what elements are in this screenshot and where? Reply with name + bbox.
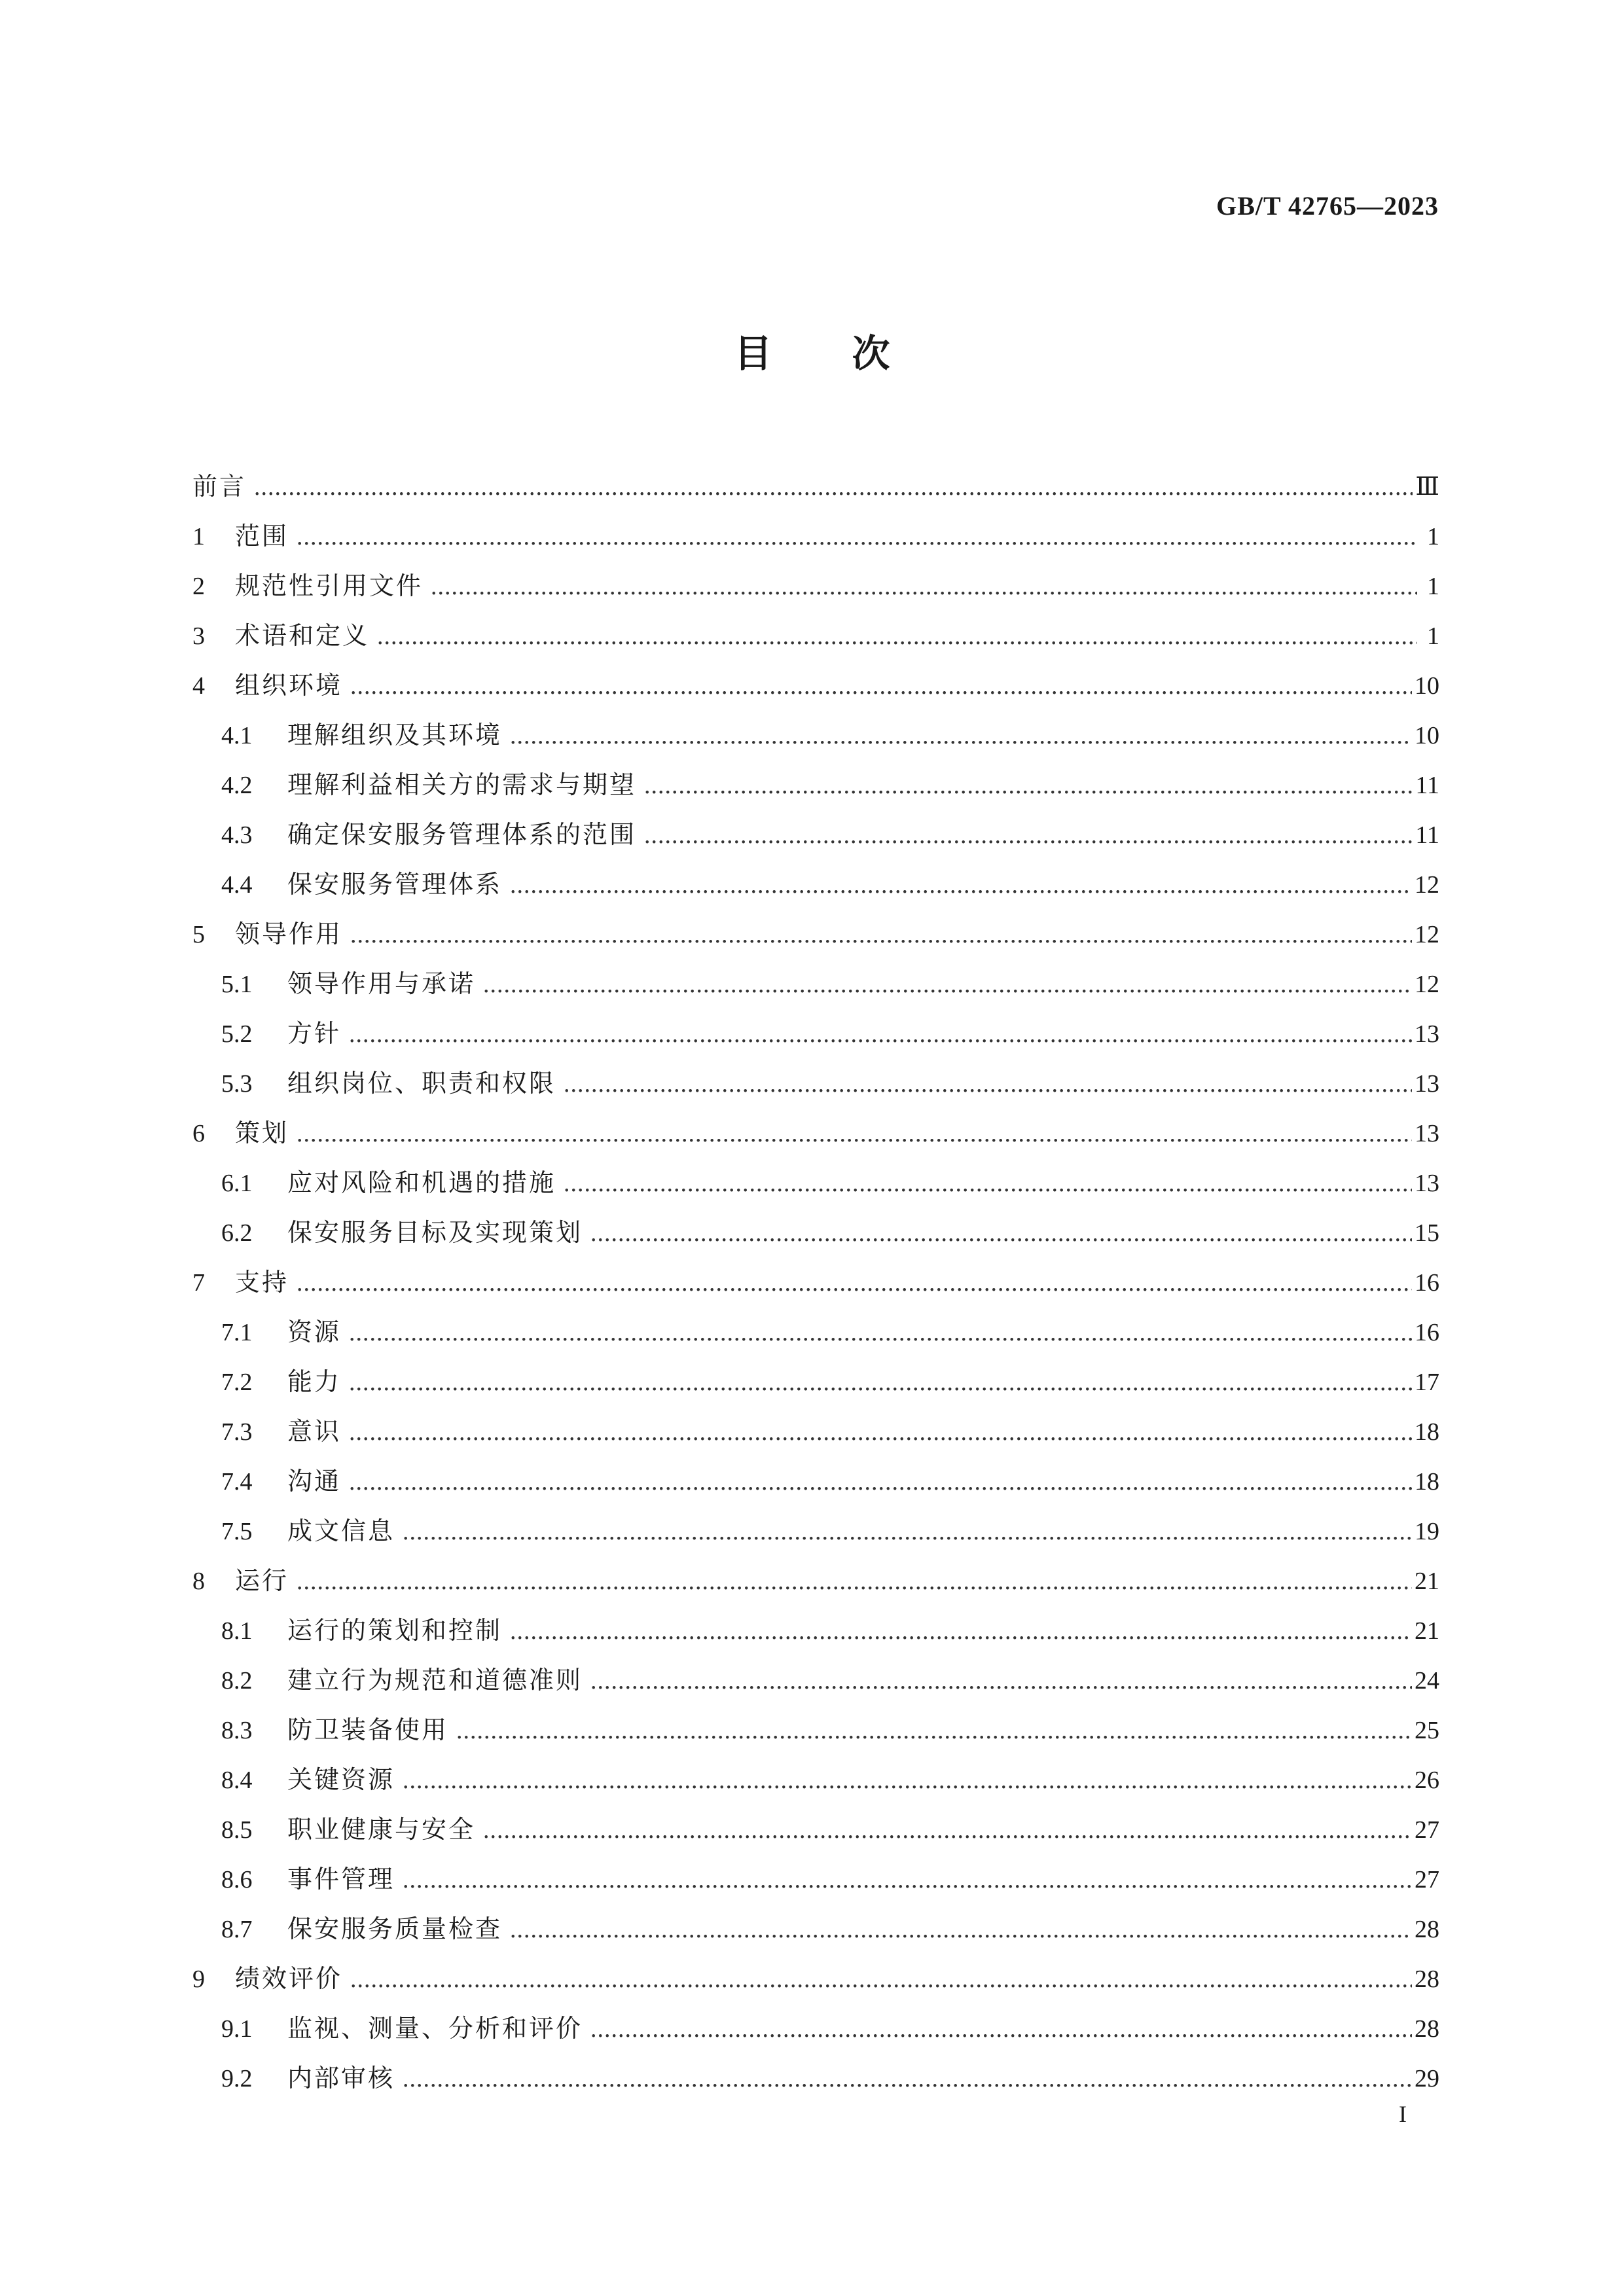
toc-entry[interactable] — [192, 859, 1439, 909]
toc-entry-label: 监视、测量、分析和评价 — [287, 2014, 583, 2043]
toc-entry-label: 事件管理 — [287, 1865, 395, 1893]
toc-entry-label: 领导作用与承诺 — [287, 969, 476, 998]
toc-entry-page: 18 — [1415, 1418, 1439, 1446]
toc-entry-number: 8.7 — [221, 1916, 253, 1943]
toc-entry-label: 内部审核 — [287, 2064, 395, 2092]
toc-entry-page: 19 — [1415, 1518, 1439, 1545]
toc-entry[interactable] — [192, 1357, 1439, 1407]
dot-leader — [644, 761, 1413, 810]
toc-entry-label: 保安服务目标及实现策划 — [287, 1218, 583, 1247]
dot-leader — [483, 1805, 1412, 1855]
toc-entry-page: 21 — [1415, 1568, 1439, 1595]
toc-entry-number: 7.4 — [221, 1468, 253, 1496]
toc-entry-label: 确定保安服务管理体系的范围 — [287, 820, 637, 849]
toc-entry-label: 运行的策划和控制 — [287, 1616, 503, 1645]
toc-entry[interactable] — [192, 1257, 1439, 1307]
toc-entry-label: 应对风险和机遇的措施 — [287, 1168, 556, 1197]
toc-entry-page: 1 — [1427, 573, 1439, 600]
dot-leader — [456, 1706, 1412, 1755]
toc-entry-label: 方针 — [287, 1019, 342, 1048]
toc-entry-label: 沟通 — [287, 1467, 342, 1496]
toc-entry-number: 5 — [192, 921, 205, 948]
toc-entry-page: 25 — [1415, 1717, 1439, 1744]
toc-entry-number: 8 — [192, 1568, 205, 1595]
toc-entry-number: 7.2 — [221, 1369, 253, 1396]
toc-entry[interactable] — [192, 461, 1439, 511]
toc-entry-number: 7.1 — [221, 1319, 253, 1346]
toc-entry-label: 规范性引用文件 — [235, 571, 424, 600]
toc-title-char-1: 目 — [734, 331, 772, 376]
toc-entry-number: 8.2 — [221, 1667, 253, 1695]
toc-entry[interactable] — [192, 1108, 1439, 1158]
toc-entry[interactable] — [192, 1009, 1439, 1058]
toc-entry-page: 27 — [1415, 1866, 1439, 1893]
toc-entry-page: 29 — [1415, 2065, 1439, 2092]
dot-leader — [349, 1308, 1412, 1357]
toc-entry-page: 13 — [1415, 1170, 1439, 1197]
toc-entry-page: 16 — [1415, 1319, 1439, 1346]
toc-entry[interactable] — [192, 909, 1439, 959]
dot-leader — [644, 810, 1413, 860]
toc-entry-page: 12 — [1415, 921, 1439, 948]
toc-entry-page: 10 — [1415, 672, 1439, 700]
toc-entry-number: 3 — [192, 622, 205, 650]
toc-entry-label: 支持 — [235, 1268, 289, 1297]
dot-leader — [510, 711, 1412, 761]
dot-leader — [564, 1158, 1412, 1208]
toc-title — [0, 327, 1624, 380]
toc-entry-number: 6.1 — [221, 1170, 253, 1197]
toc-entry-page: 28 — [1415, 2015, 1439, 2043]
dot-leader — [254, 462, 1413, 512]
toc-entry-page: 11 — [1415, 821, 1439, 849]
toc-entry-label: 建立行为规范和道德准则 — [287, 1666, 583, 1695]
toc-entry[interactable] — [192, 1506, 1439, 1556]
toc-entry-number: 7.3 — [221, 1418, 253, 1446]
toc-entry[interactable] — [192, 810, 1439, 859]
toc-entry-page: 12 — [1415, 871, 1439, 899]
toc-entry[interactable] — [192, 2003, 1439, 2053]
dot-leader — [403, 1755, 1412, 1805]
toc-entry-page: 10 — [1415, 722, 1439, 749]
toc-entry[interactable] — [192, 511, 1439, 561]
toc-entry-page: 15 — [1415, 1219, 1439, 1247]
toc-entry-number: 5.2 — [221, 1020, 253, 1048]
toc-entry-label: 策划 — [235, 1119, 289, 1147]
toc-entry-label: 职业健康与安全 — [287, 1815, 476, 1844]
toc-entry-number: 4.2 — [221, 772, 253, 799]
toc-entry-number: 8.5 — [221, 1816, 253, 1844]
toc-entry-page: 21 — [1415, 1617, 1439, 1645]
toc-entry-label: 绩效评价 — [235, 1964, 343, 1993]
dot-leader — [403, 1507, 1412, 1556]
toc-entry-page: 28 — [1415, 1916, 1439, 1943]
toc-entry-number: 8.3 — [221, 1717, 253, 1744]
dot-leader — [350, 661, 1412, 711]
toc-entry-number: 5.1 — [221, 971, 253, 998]
toc-entry[interactable] — [192, 1755, 1439, 1804]
toc-entry-page: 1 — [1427, 622, 1439, 650]
toc-entry[interactable] — [192, 660, 1439, 710]
toc-entry[interactable] — [192, 1705, 1439, 1755]
dot-leader — [349, 1407, 1412, 1457]
toc-entry-number: 9.2 — [221, 2065, 253, 2092]
toc-entry-label: 防卫装备使用 — [287, 1715, 449, 1744]
toc-entry-label: 运行 — [235, 1566, 289, 1595]
toc-entry-number: 5.3 — [221, 1070, 253, 1098]
dot-leader — [350, 1954, 1412, 2004]
dot-leader — [297, 1556, 1412, 1606]
toc-entry[interactable] — [192, 1605, 1439, 1655]
toc-entry-label: 领导作用 — [235, 920, 343, 948]
toc-entry[interactable] — [192, 1655, 1439, 1705]
toc-entry[interactable] — [192, 1804, 1439, 1854]
toc-entry-page: 28 — [1415, 1965, 1439, 1993]
dot-leader — [564, 1059, 1412, 1109]
toc-entry-page: 26 — [1415, 1767, 1439, 1794]
toc-entry-page: 11 — [1415, 772, 1439, 799]
toc-entry[interactable] — [192, 1208, 1439, 1257]
toc-entry[interactable] — [192, 561, 1439, 611]
toc-entry-number: 4.4 — [221, 871, 253, 899]
toc-entry-number: 6.2 — [221, 1219, 253, 1247]
dot-leader — [590, 1656, 1412, 1706]
toc-entry[interactable] — [192, 2053, 1439, 2103]
toc-entry[interactable] — [192, 1954, 1439, 2003]
toc-entry-number: 8.6 — [221, 1866, 253, 1893]
toc-entry[interactable] — [192, 1854, 1439, 1904]
toc-entry-label: 组织岗位、职责和权限 — [287, 1069, 556, 1098]
toc-entry[interactable] — [192, 1307, 1439, 1357]
dot-leader — [483, 960, 1412, 1009]
toc-entry-number: 6 — [192, 1120, 205, 1147]
toc-entry[interactable] — [192, 710, 1439, 760]
dot-leader — [403, 1855, 1412, 1905]
toc-entry-number: 4.1 — [221, 722, 253, 749]
toc-entry-label: 能力 — [287, 1367, 342, 1396]
toc-entry-number: 7 — [192, 1269, 205, 1297]
standard-code: GB/T 42765—2023 — [1216, 191, 1439, 221]
toc-entry-number: 9 — [192, 1965, 205, 1993]
toc-entry-number: 2 — [192, 573, 205, 600]
dot-leader — [297, 1109, 1412, 1158]
toc-entry-number: 7.5 — [221, 1518, 253, 1545]
dot-leader — [349, 1009, 1412, 1059]
toc-entry[interactable] — [192, 1456, 1439, 1506]
toc-entry[interactable] — [192, 760, 1439, 810]
toc-title-char-2: 次 — [852, 331, 890, 376]
toc-entry-page: 27 — [1415, 1816, 1439, 1844]
toc-entry[interactable] — [192, 611, 1439, 660]
toc-entry-number: 8.1 — [221, 1617, 253, 1645]
toc-entry-number: 4.3 — [221, 821, 253, 849]
toc-entry-number: 1 — [192, 523, 205, 550]
toc-entry-label: 理解组织及其环境 — [287, 721, 503, 749]
page-number: I — [1399, 2101, 1407, 2127]
dot-leader — [297, 512, 1417, 562]
dot-leader — [510, 1905, 1412, 1954]
toc-entry-label: 资源 — [287, 1318, 342, 1346]
toc-entry-label: 保安服务质量检查 — [287, 1914, 503, 1943]
toc-entry-number: 8.4 — [221, 1767, 253, 1794]
toc-entry-page: 16 — [1415, 1269, 1439, 1297]
toc-entry[interactable] — [192, 1158, 1439, 1208]
toc-entry[interactable] — [192, 959, 1439, 1009]
toc-entry-number: 4 — [192, 672, 205, 700]
toc-entry-label: 理解利益相关方的需求与期望 — [287, 770, 637, 799]
dot-leader — [510, 1606, 1412, 1656]
toc-entry-number: 9.1 — [221, 2015, 253, 2043]
table-of-contents — [192, 461, 1439, 2103]
toc-entry-page: 17 — [1415, 1369, 1439, 1396]
toc-entry-page: 1 — [1427, 523, 1439, 550]
toc-entry-label: 范围 — [235, 522, 289, 550]
toc-entry-label: 成文信息 — [287, 1516, 395, 1545]
dot-leader — [297, 1258, 1412, 1308]
toc-entry[interactable] — [192, 1058, 1439, 1108]
toc-entry[interactable] — [192, 1407, 1439, 1456]
dot-leader — [431, 562, 1417, 611]
toc-entry[interactable] — [192, 1904, 1439, 1954]
toc-entry-label: 前言 — [192, 472, 247, 501]
toc-entry[interactable] — [192, 1556, 1439, 1605]
toc-entry-page: 12 — [1415, 971, 1439, 998]
dot-leader — [590, 1208, 1412, 1258]
toc-entry-page: 13 — [1415, 1020, 1439, 1048]
toc-entry-page: 24 — [1415, 1667, 1439, 1695]
dot-leader — [377, 611, 1417, 661]
toc-entry-label: 术语和定义 — [235, 621, 370, 650]
dot-leader — [403, 2054, 1412, 2104]
toc-entry-page: 13 — [1415, 1120, 1439, 1147]
toc-entry-label: 关键资源 — [287, 1765, 395, 1794]
toc-entry-label: 意识 — [287, 1417, 342, 1446]
dot-leader — [510, 860, 1412, 910]
dot-leader — [590, 2004, 1412, 2054]
dot-leader — [349, 1457, 1412, 1507]
toc-entry-page: 13 — [1415, 1070, 1439, 1098]
toc-entry-label: 保安服务管理体系 — [287, 870, 503, 899]
toc-entry-page: Ⅲ — [1415, 473, 1439, 501]
dot-leader — [349, 1357, 1412, 1407]
dot-leader — [350, 910, 1412, 960]
toc-entry-page: 18 — [1415, 1468, 1439, 1496]
toc-entry-label: 组织环境 — [235, 671, 343, 700]
